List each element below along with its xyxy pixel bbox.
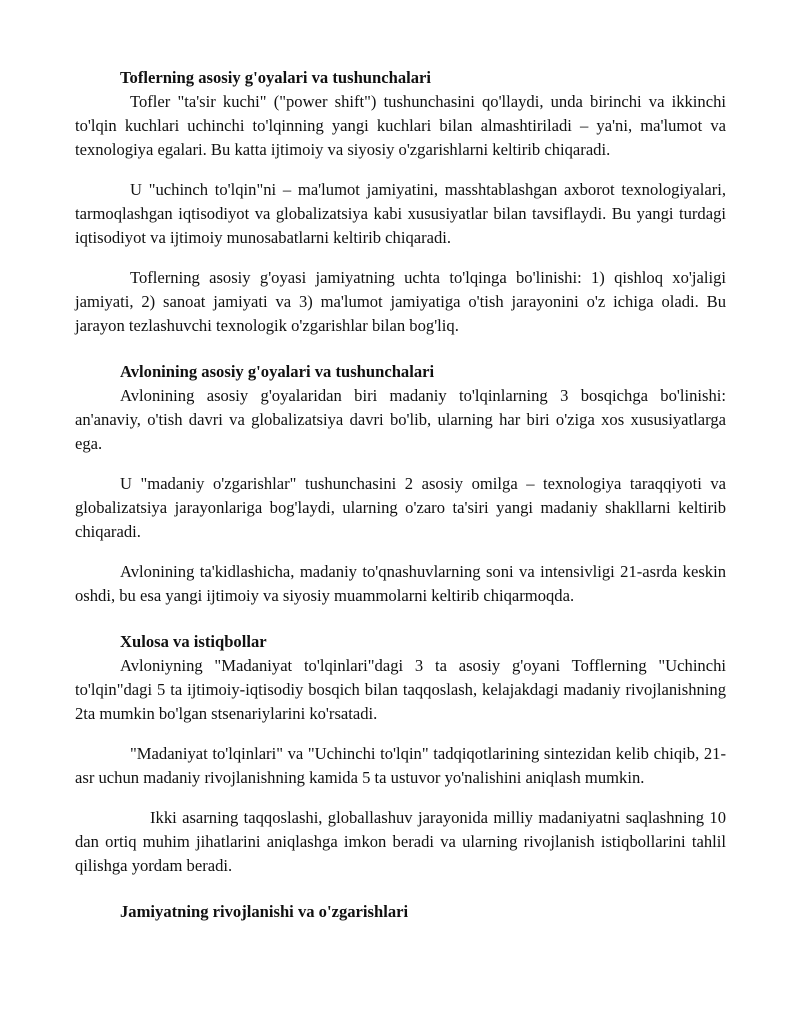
- document-page: [75, 66, 726, 924]
- paragraph: Ikki asarning taqqoslashi, globallashuv jarayonida milliy madaniyatni saqlashning 10 dan ortiq muhim jihatlarini aniqlashga imkon beradi va ularning rivojlanish istiqbollarini tahlil qilishga yordam beradi.: [75, 808, 726, 875]
- paragraph: U "uchinch to'lqin"ni – ma'lumot jamiyatini, masshtablashgan axborot texnologiyalari, tarmoqlashgan iqtisodiyot va globalizatsiya kabi xususiyatlar bilan tavsiflaydi. Bu yangi turdagi iqtisodiyot va ijtimoiy munosabatlarni keltirib chiqaradi.: [75, 180, 726, 247]
- section-heading: Avlonining asosiy g'oyalari va tushunchalari: [120, 362, 435, 381]
- paragraph: Tofler "ta'sir kuchi" ("power shift") tushunchasini qo'llaydi, unda birinchi va ikkinchi to'lqin kuchlari uchinchi to'lqinning yangi kuchlari bilan almashtiriladi – ya'ni, ma'lumot va texnologiya egalari. Bu katta ijtimoiy va siyosiy o'zgarishlarni keltirib chiqaradi.: [75, 92, 726, 159]
- paragraph: Toflerning asosiy g'oyasi jamiyatning uchta to'lqinga bo'linishi: 1) qishloq xo'jaligi jamiyati, 2) sanoat jamiyati va 3) ma'lumot jamiyatiga o'tish jarayonini o'z ichiga oladi. Bu jarayon tezlashuvchi texnologik o'zgarishlar bilan bog'liq.: [75, 268, 726, 335]
- section-heading: Jamiyatning rivojlanishi va o'zgarishlari: [120, 902, 409, 921]
- paragraph: "Madaniyat to'lqinlari" va "Uchinchi to'lqin" tadqiqotlarining sintezidan kelib chiqib, 21-asr uchun madaniy rivojlanishning kamida 5 ta ustuvor yo'nalishini aniqlash mumkin.: [75, 744, 726, 787]
- paragraph: Avlonining asosiy g'oyalaridan biri madaniy to'lqinlarning 3 bosqichga bo'linishi: an'anaviy, o'tish davri va globalizatsiya davri bo'lib, ularning har biri o'ziga xos xususiyatlarga ega.: [75, 386, 726, 453]
- paragraph: Avloniyning "Madaniyat to'lqinlari"dagi 3 ta asosiy g'oyani Tofflerning "Uchinchi to'lqin"dagi 5 ta ijtimoiy-iqtisodiy bosqich bilan taqqoslash, kelajakdagi madaniy rivojlanishning 2ta mumkin bo'lgan stsenariylarini ko'rsatadi.: [75, 656, 726, 723]
- paragraph: U "madaniy o'zgarishlar" tushunchasini 2 asosiy omilga – texnologiya taraqqiyoti va globalizatsiya jarayonlariga bog'laydi, ularning o'zaro ta'siri yangi madaniy shakllarni keltirib chiqaradi.: [75, 474, 726, 541]
- section-heading: Toflerning asosiy g'oyalari va tushunchalari: [120, 68, 432, 87]
- paragraph: Avlonining ta'kidlashicha, madaniy to'qnashuvlarning soni va intensivligi 21-asrda keskin oshdi, bu esa yangi ijtimoiy va siyosiy muammolarni keltirib chiqarmoqda.: [75, 562, 726, 605]
- section-heading: Xulosa va istiqbollar: [120, 632, 267, 651]
